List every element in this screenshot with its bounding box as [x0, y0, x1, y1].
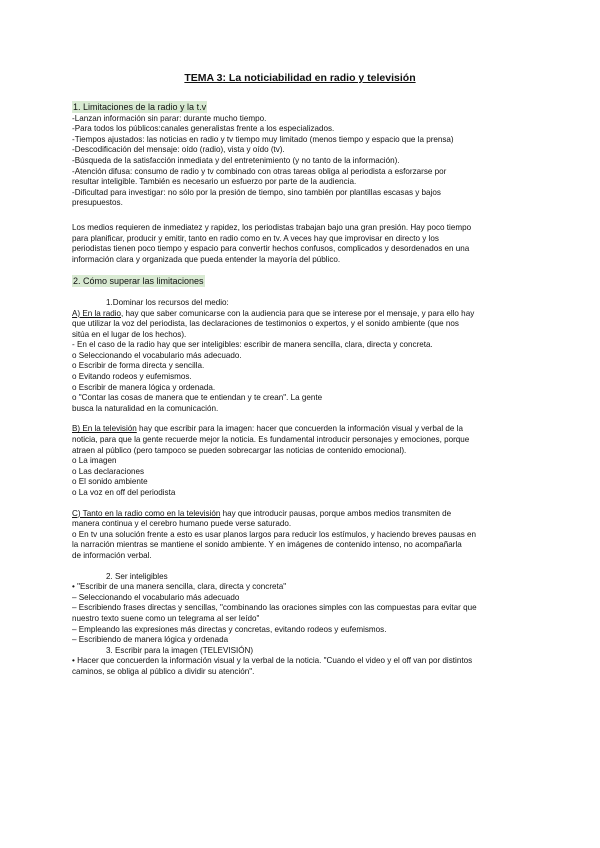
- list-item: o Escribir de forma directa y sencilla.: [72, 361, 205, 371]
- text-line: para planificar, producir y emitir, tanto en radio como en tv. A veces hay que improvisar en directo y los: [72, 233, 439, 243]
- text-line: de información verbal.: [72, 550, 152, 560]
- subsection-a-label: A) En la radio,: [72, 308, 124, 318]
- list-item: o La imagen: [72, 456, 117, 466]
- text-line: - En el caso de la radio hay que ser inteligibles: escribir de manera sencilla, clara, directa y concreta.: [72, 340, 433, 350]
- subsection-b-label: B) En la televisión: [72, 424, 137, 434]
- text-line: -Atención difusa: consumo de radio y tv combinado con otras tareas obliga al periodista a esforzarse por: [72, 166, 447, 176]
- text-line: -Lanzan información sin parar: durante mucho tiempo.: [72, 113, 267, 123]
- list-item: o Seleccionando el vocabulario más adecuado.: [72, 350, 242, 360]
- text-line: nuestro texto suene como un telegrama al ser leído": [72, 613, 260, 623]
- text-line: caminos, se obliga al público a dividir su atención".: [72, 666, 255, 676]
- text-span: hay que escribir para la imagen: hacer que concuerden la información visual y verbal de la: [136, 424, 463, 434]
- text-line: periodistas tienen poco tiempo y espacio para convertir hechos confusos, complicados y desordenados en una: [72, 244, 470, 254]
- text-line: Los medios requieren de inmediatez y rapidez, los periodistas trabajan bajo una gran presión. Hay poco tiempo: [72, 222, 472, 232]
- text-span: hay que saber comunicarse con la audiencia para que se interese por el mensaje, y para ello hay: [123, 308, 475, 318]
- page-title: TEMA 3: La noticiabilidad en radio y televisión: [184, 72, 416, 84]
- subheading: 1.Dominar los recursos del medio:: [106, 297, 229, 307]
- section-2-heading: 2. Cómo superar las limitaciones: [73, 276, 204, 287]
- text-line: presupuestos.: [72, 198, 123, 208]
- text-line: atraen al público (pero tampoco se pueden sobrecargar las noticias de contenido emocional).: [72, 445, 407, 455]
- list-item: o "Contar las cosas de manera que te entiendan y te crean". La gente: [72, 393, 323, 403]
- text-line: busca la naturalidad en la comunicación.: [72, 403, 219, 413]
- subheading: 3. Escribir para la imagen (TELEVISIÓN): [106, 645, 254, 655]
- list-item: – Seleccionando el vocabulario más adecuado: [72, 592, 240, 602]
- text-line: información clara y organizada que pueda entender la mayoría del público.: [72, 254, 341, 264]
- list-item: – Escribiendo de manera lógica y ordenada: [72, 635, 229, 645]
- text-line: -Para todos los públicos:canales generalistas frente a los especializados.: [72, 124, 335, 134]
- list-item: o Escribir de manera lógica y ordenada.: [72, 382, 216, 392]
- text-span: hay que introducir pausas, porque ambos medios transmiten de: [220, 508, 452, 518]
- text-line: -Descodificación del mensaje: oído (radio), vista y oído (tv).: [72, 145, 285, 155]
- section-1-heading: 1. Limitaciones de la radio y la t.v: [73, 102, 207, 112]
- list-item: o Las declaraciones: [72, 466, 144, 476]
- text-line: manera continua y el cerebro humano puede verse saturado.: [72, 519, 292, 529]
- text-line: o En tv una solución frente a esto es usar planos largos para reducir los estímulos, y haciendo breves pausas en: [72, 529, 477, 539]
- text-line: que utilizar la voz del periodista, las declaraciones de testimonios o expertos, y el sonido ambiente (que nos: [72, 319, 459, 329]
- list-item: o La voz en off del periodista: [72, 488, 176, 497]
- text-line: -Tiempos ajustados: las noticias en radio y tv tiempo muy limitado (menos tiempo y espacio que la prensa): [72, 134, 454, 144]
- text-line: sitúa en el lugar de los hechos).: [72, 329, 187, 339]
- subheading: 2. Ser inteligibles: [106, 571, 168, 581]
- text-line: -Búsqueda de la satisfacción inmediata y del entretenimiento (y no tanto de la información).: [72, 155, 400, 165]
- list-item: – Escribiendo frases directas y sencillas, "combinando las oraciones simples con las compuestas para evitar que: [72, 603, 477, 613]
- list-item: – Empleando las expresiones más directas y concretas, evitando rodeos y eufemismos.: [72, 624, 387, 634]
- list-item: o El sonido ambiente: [72, 477, 148, 487]
- list-item: • Hacer que concuerden la información visual y la verbal de la noticia. "Cuando el video y el off van por distintos: [72, 656, 473, 666]
- text-line: noticia, para que la gente recuerde mejor la noticia. Es fundamental introducir personajes y emociones, porque: [72, 435, 470, 445]
- list-item: • "Escribir de una manera sencilla, clara, directa y concreta": [72, 582, 287, 592]
- document-body: [72, 101, 532, 678]
- text-line: resultar inteligible. También es necesario un esfuerzo por parte de la audiencia.: [72, 177, 357, 187]
- list-item: o Evitando rodeos y eufemismos.: [72, 372, 192, 382]
- subsection-c-label: C) Tanto en la radio como en la televisión: [72, 508, 221, 518]
- text-line: -Dificultad para investigar: no sólo por la presión de tiempo, sino también por plantillas escasas y bajos: [72, 187, 441, 197]
- text-line: la narración mientras se mantiene el sonido ambiente. Y en imágenes de contenido intenso, no acompañarla: [72, 540, 462, 550]
